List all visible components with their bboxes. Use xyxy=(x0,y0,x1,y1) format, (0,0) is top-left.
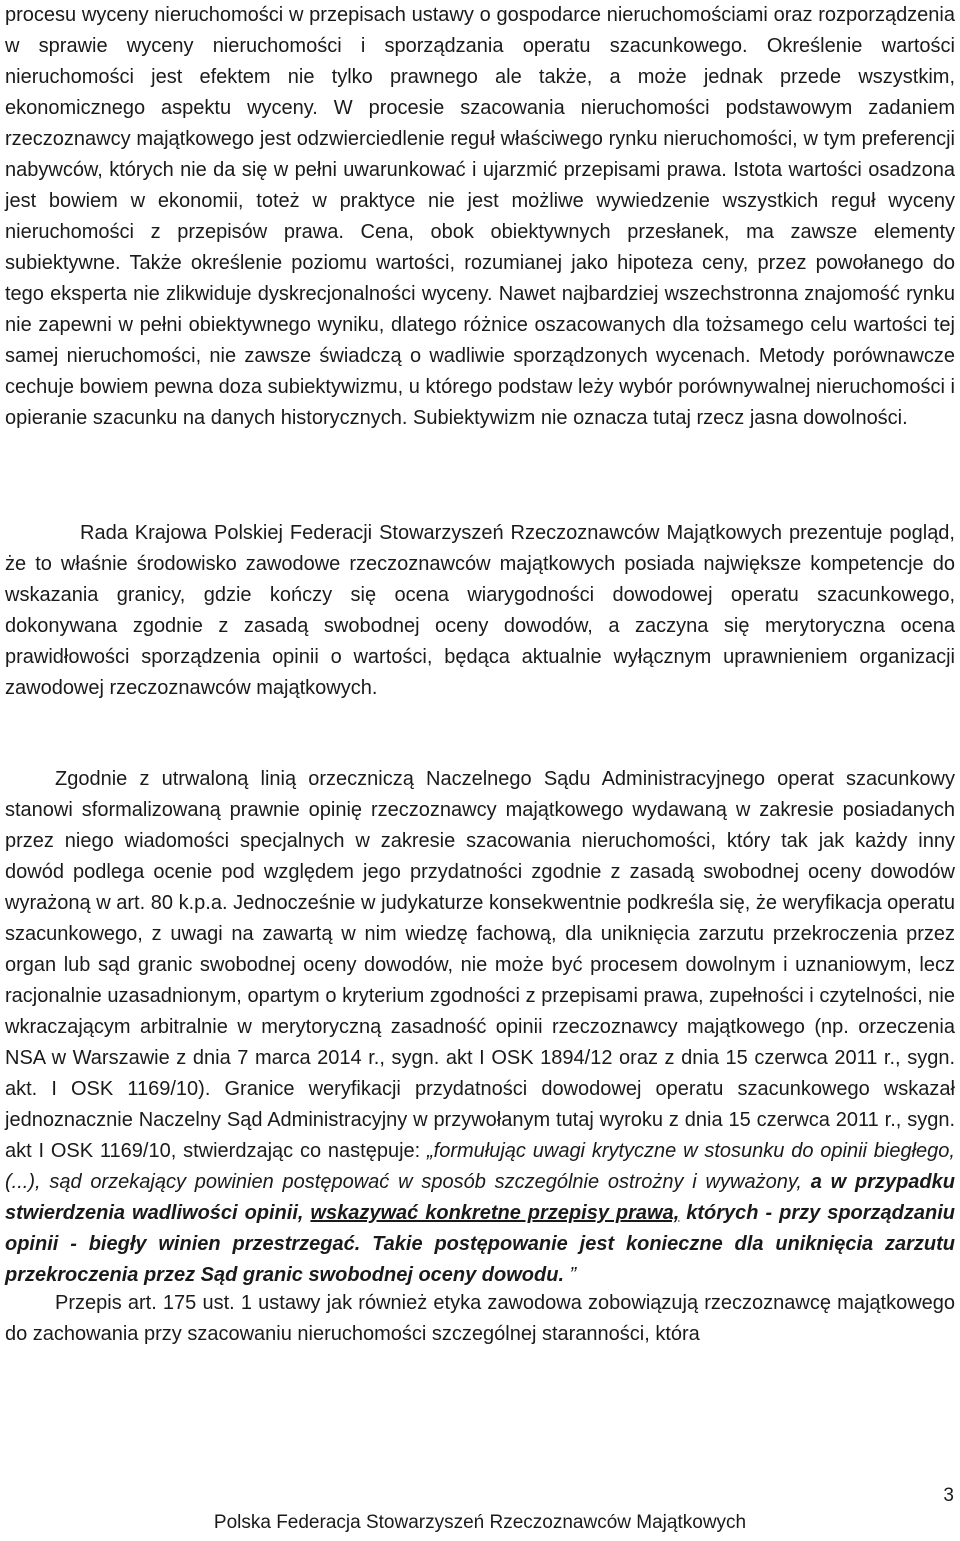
court-quote-underlined: wskazywać konkretne przepisy prawa, xyxy=(310,1202,680,1224)
page-number: 3 xyxy=(943,1485,954,1506)
footer-organization-name: Polska Federacja Stowarzyszeń Rzeczoznawców Majątkowych xyxy=(213,1512,747,1533)
court-quote-italic: „formułując uwagi krytyczne w stosunku do opinii biegłego, (...), sąd orzekający powinien postępować w sposób szczególnie ostrożny i wyważony, xyxy=(5,1140,955,1193)
paragraph-valuation-subjectivity: procesu wyceny nieruchomości w przepisach ustawy o gospodarce nieruchomościami oraz rozporządzenia w sprawie wyceny nieruchomości i sporządzania operatu szacunkowego. Określenie wartości nieruchomości jest efektem nie tylko prawnego ale także, a może jednak przede wszystkim, ekonomicznego aspektu wyceny. W procesie szacowania nieruchomości podstawowym zadaniem rzeczoznawcy majątkowego jest odzwierciedlenie reguł właściwego rynku nieruchomości, w tym preferencji nabywców, których nie da się w pełni uwarunkować i ujarzmić przepisami prawa. Istota wartości osadzona jest bowiem w ekonomii, toteż w praktyce nie jest możliwe wywiedzenie wszystkich reguł wyceny nieruchomości z przepisów prawa. Cena, obok obiektywnych przesłanek, ma zawsze elementy subiektywne. Także określenie poziomu wartości, rozumianej jako hipoteza ceny, przez powołanego do tego eksperta nie zlikwiduje dyskrecjonalności wyceny. Nawet najbardziej wszechstronna znajomość rynku nie zapewni w pełni obiektywnego wyniku, dlatego różnice oszacowanych dla tożsamego celu wartości tej samej nieruchomości, nie zawsze świadczą o wadliwie sporządzonych wycenach. Metody porównawcze cechuje bowiem pewna doza subiektywizmu, u którego podstaw leży wybór porównywalnej nieruchomości i opieranie szacunku na danych historycznych. Subiektywizm nie oznacza tutaj rzecz jasna dowolności. xyxy=(5,4,955,429)
court-quote-bold-continued: których - przy sporządzaniu opinii - biegły winien przestrzegać. Takie postępowanie jest konieczne dla uniknięcia zarzutu przekroczenia przez Sąd granic swobodnej oceny dowodu. xyxy=(5,1202,955,1286)
court-quote-closing-mark: ” xyxy=(564,1264,577,1286)
paragraph-national-council-view: Rada Krajowa Polskiej Federacji Stowarzyszeń Rzeczoznawców Majątkowych prezentuje pogląd, że to właśnie środowisko zawodowe rzeczoznawców majątkowych posiada największe kompetencje do wskazania granicy, gdzie kończy się ocena wiarygodności dowodowej operatu szacunkowego, dokonywana zgodnie z zasadą swobodnej oceny dowodów, a zaczyna się merytoryczna ocena prawidłowości sporządzenia opinii o wartości, będąca aktualnie wyłącznym uprawnieniem organizacji zawodowej rzeczoznawców majątkowych. xyxy=(5,522,955,699)
paragraph-nsa-case-law xyxy=(5,764,955,1291)
paragraph-art-175-duty: Przepis art. 175 ust. 1 ustawy jak również etyka zawodowa zobowiązują rzeczoznawcę majątkowego do zachowania przy szacowaniu nieruchomości szczególnej staranności, która xyxy=(5,1292,955,1345)
court-quote-bold: a w przypadku stwierdzenia wadliwości opinii, xyxy=(5,1171,955,1224)
case-law-text: Zgodnie z utrwaloną linią orzeczniczą Naczelnego Sądu Administracyjnego operat szacunkowy stanowi sformalizowaną prawnie opinię rzeczoznawcy majątkowego wydawaną w zakresie posiadanych przez niego wiadomości specjalnych w zakresie szacowania nieruchomości, który tak jak każdy inny dowód podlega ocenie pod względem jego przydatności zgodnie z zasadą swobodnej oceny dowodów wyrażoną w art. 80 k.p.a. Jednocześnie w judykaturze konsekwentnie podkreśla się, że weryfikacja operatu szacunkowego, z uwagi na zawartą w nim wiedzę fachową, dla uniknięcia zarzutu przekroczenia przez organ lub sąd granic swobodnej oceny dowodów, nie może być procesem dowolnym i uznaniowym, lecz racjonalnie uzasadnionym, opartym o kryterium zgodności z przepisami prawa, zupełności i czytelności, nie wkraczającym arbitralnie w merytoryczną zasadność opinii rzeczoznawcy majątkowego (np. orzeczenia NSA w Warszawie z dnia 7 marca 2014 r., sygn. akt I OSK 1894/12 oraz z dnia 15 czerwca 2011 r., sygn. akt. I OSK 1169/10). Granice weryfikacji przydatności dowodowej operatu szacunkowego wskazał jednoznacznie Naczelny Sąd Administracyjny w przywołanym tutaj wyroku z dnia 15 czerwca 2011 r., sygn. akt I OSK 1169/10, stwierdzając co następuje: xyxy=(5,768,955,1162)
